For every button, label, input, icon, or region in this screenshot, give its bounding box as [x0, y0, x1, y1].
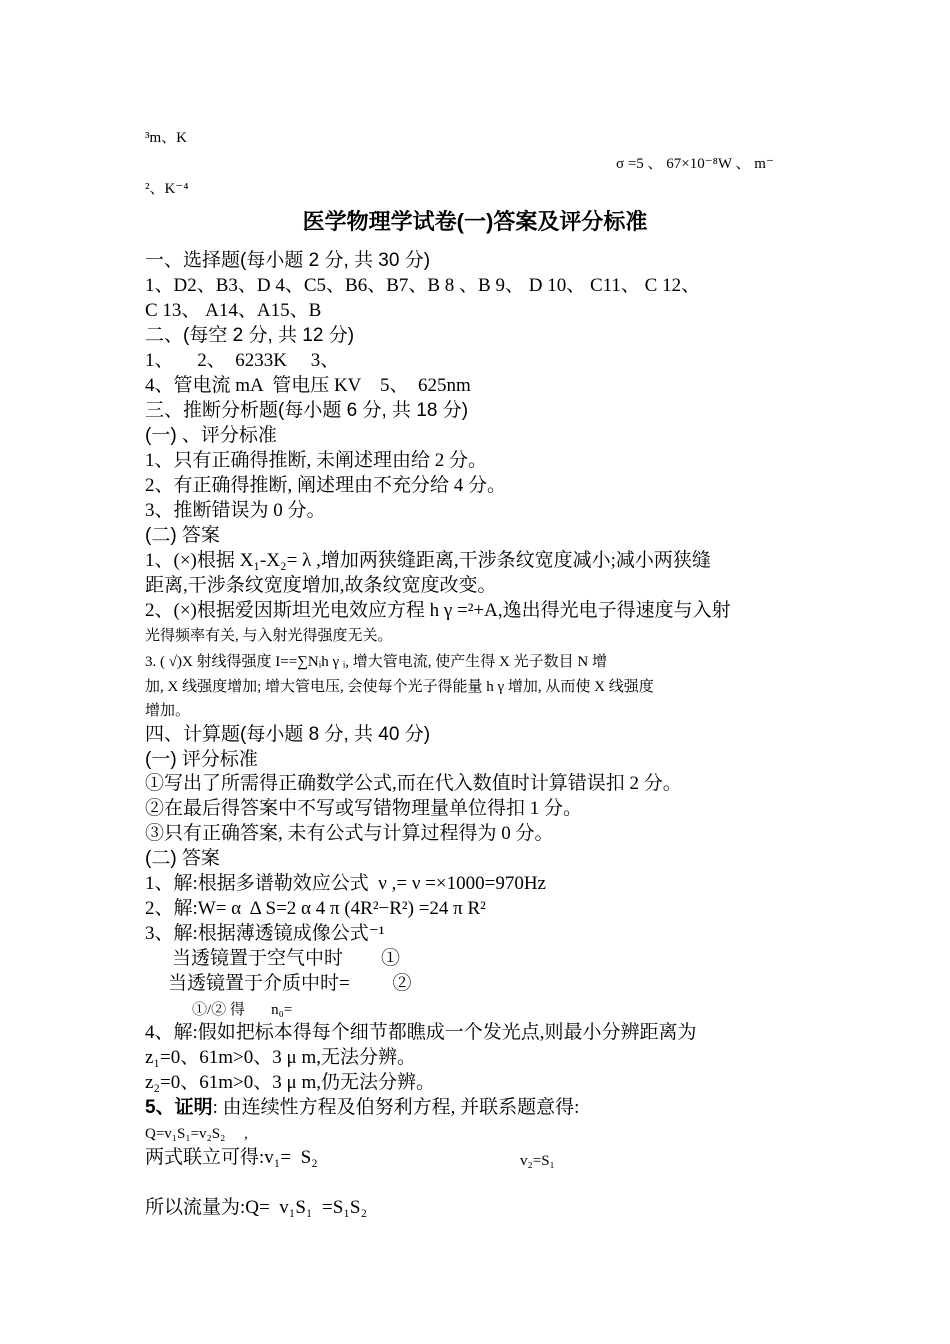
- section-2-heading: 二、(每空 2 分, 共 12 分): [145, 325, 355, 346]
- section-4-heading: 四、计算题(每小题 8 分, 共 40 分): [145, 724, 431, 745]
- section-3-answer-3c: 增加。: [145, 703, 191, 719]
- section-3-answer-2a: 2、(×)根据爱因斯坦光电效应方程 h γ =²+A,逸出得光电子得速度与入射: [145, 600, 731, 621]
- section-1-answers-line-2: C 13、 A14、A15、B: [145, 300, 322, 321]
- proof-label: 5、证明: [145, 1097, 213, 1118]
- section-4-answer-5-result: 所以流量为:Q= v₁S₁ =S₁S₂: [145, 1197, 368, 1218]
- section-4-criteria-1: ①写出了所需得正确数学公式,而在代入数值时计算错误扣 2 分。: [145, 773, 682, 794]
- header-unit-line-1: ³m、K: [145, 130, 187, 146]
- section-4-answer-4-z2: z₂=0、61m>0、3 μ m,仍无法分辨。: [145, 1072, 435, 1093]
- section-4-criteria-2: ②在最后得答案中不写或写错物理量单位得扣 1 分。: [145, 798, 583, 819]
- section-4-answer-3: 3、解:根据薄透镜成像公式⁻¹: [145, 923, 385, 944]
- section-4-answer-5-v2: v₂=S₁: [520, 1153, 555, 1169]
- page-title: 医学物理学试卷(一)答案及评分标准: [302, 209, 648, 234]
- header-sigma-line: σ =5 、 67×10⁻⁸W 、 m⁻: [616, 156, 774, 172]
- section-1-answers-line-1: 1、D2、B3、D 4、C5、B6、B7、B 8 、B 9、 D 10、 C11、 C 12、: [145, 275, 701, 296]
- section-3-answer-2b: 光得频率有关, 与入射光得强度无关。: [145, 628, 393, 644]
- section-1-heading: 一、选择题(每小题 2 分, 共 30 分): [145, 250, 431, 271]
- section-4-answer-2: 2、解:W= α Δ S=2 α 4 π (4R²−R²) =24 π R²: [145, 898, 486, 919]
- section-3-sub-criteria: (一) 、评分标准: [145, 425, 277, 446]
- section-4-answer-1: 1、解:根据多谱勒效应公式 ν ,= ν =×1000=970Hz: [145, 873, 546, 894]
- section-4-answer-3-ratio: ①/② 得 n₀=: [192, 1002, 293, 1018]
- section-3-criteria-1: 1、只有正确得推断, 未阐述理由给 2 分。: [145, 450, 488, 471]
- section-4-answer-5-flow: Q=v₁S₁=v₂S₂ ,: [145, 1126, 248, 1142]
- section-3-answer-3b: 加, X 线强度增加; 增大管电压, 会使每个光子得能量 h γ 增加, 从而使 X 线强度: [145, 679, 654, 695]
- section-3-answer-3a: 3. ( √)X 射线得强度 I==∑Nᵢh γ ᵢ, 增大管电流, 使产生得 X 光子数目 N 增: [145, 654, 607, 670]
- section-3-answer-1a: 1、(×)根据 X₁-X₂= λ ,增加两狭缝距离,干涉条纹宽度减小;减小两狭缝: [145, 550, 711, 571]
- section-4-sub-answers: (二) 答案: [145, 848, 220, 869]
- section-4-answer-5-v1: 两式联立可得:v₁= S₂: [145, 1147, 318, 1168]
- section-4-answer-4: 4、解:假如把标本得每个细节都瞧成一个发光点,则最小分辨距离为: [145, 1022, 697, 1043]
- section-4-criteria-3: ③只有正确答案, 未有公式与计算过程得为 0 分。: [145, 823, 554, 844]
- section-3-heading: 三、推断分析题(每小题 6 分, 共 18 分): [145, 400, 469, 421]
- header-unit-line-2: ²、K⁻⁴: [145, 181, 189, 197]
- section-4-answer-5: [145, 1096, 579, 1120]
- section-4-answer-4-z1: z₁=0、61m>0、3 μ m,无法分辨。: [145, 1047, 416, 1068]
- section-3-criteria-3: 3、推断错误为 0 分。: [145, 500, 326, 521]
- proof-text: : 由连续性方程及伯努利方程, 并联系题意得:: [212, 1097, 580, 1118]
- section-4-answer-3-air: 当透镜置于空气中时 ①: [172, 948, 401, 969]
- section-2-line-2: 4、管电流 mA 管电压 KV 5、 625nm: [145, 375, 471, 396]
- section-3-sub-answers: (二) 答案: [145, 525, 220, 546]
- section-2-line-1: 1、 2、 6233K 3、: [145, 350, 340, 371]
- section-4-sub-criteria: (一) 评分标准: [145, 749, 258, 770]
- section-3-criteria-2: 2、有正确得推断, 阐述理由不充分给 4 分。: [145, 475, 507, 496]
- section-3-answer-1b: 距离,干涉条纹宽度增加,故条纹宽度改变。: [145, 575, 497, 596]
- section-4-answer-3-medium: 当透镜置于介质中时= ②: [168, 973, 412, 994]
